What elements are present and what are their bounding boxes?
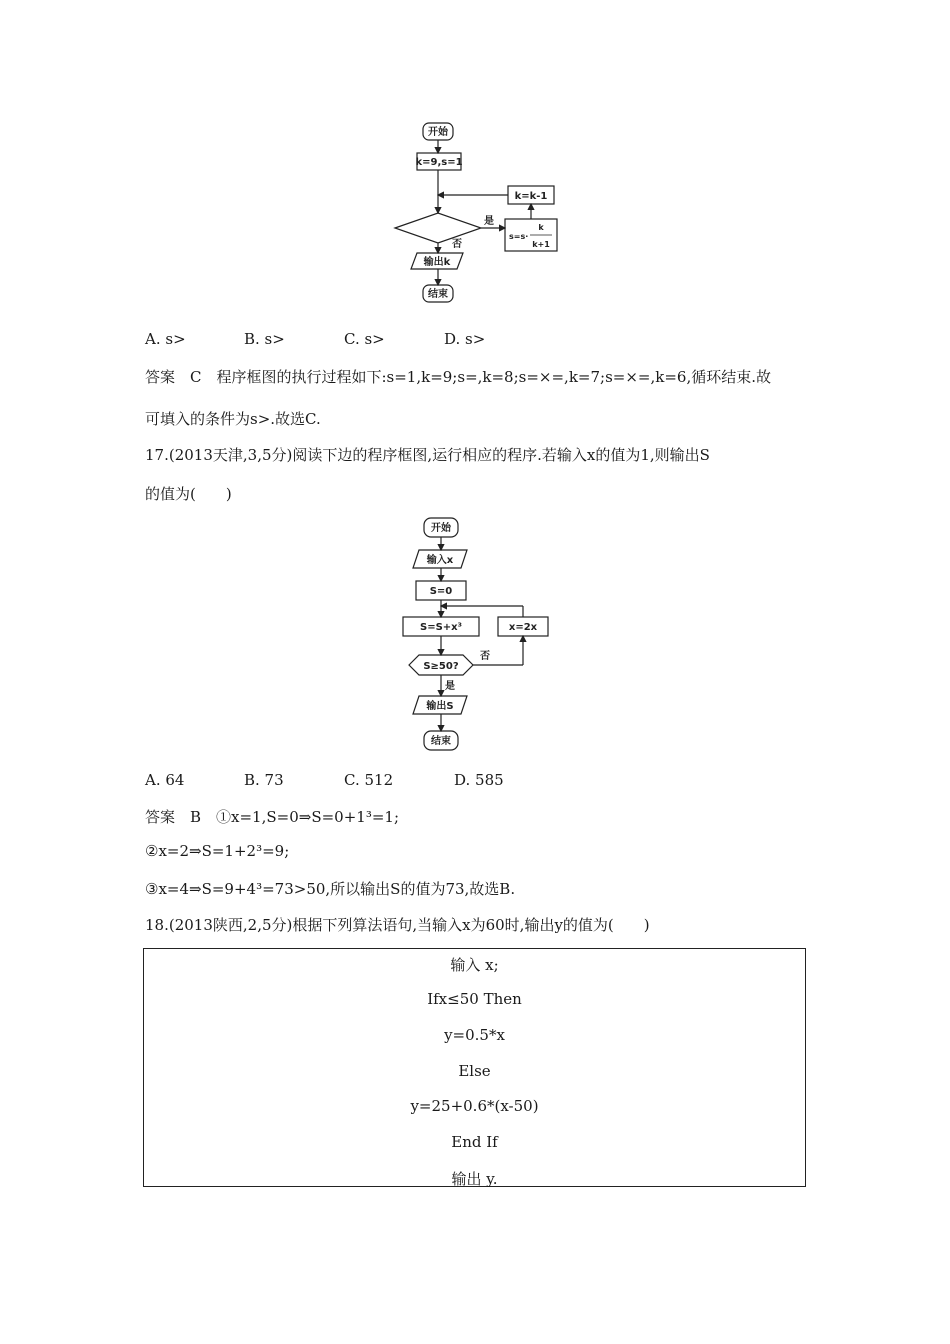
condition-diamond (395, 213, 481, 243)
update-x-label: x=2x (508, 622, 538, 633)
update-s-label: S=S+x³ (420, 622, 462, 633)
flowchart-2 (395, 512, 565, 757)
q16-option-c: C. s> (344, 330, 385, 348)
no-label: 否 (452, 239, 462, 250)
yes-label: 是 (445, 681, 455, 692)
code-line-1: 输入 x; (450, 956, 499, 974)
output-label: 输出S (426, 701, 454, 712)
no-label: 否 (480, 651, 490, 662)
code-box (143, 948, 806, 1187)
q17-question-line2: 的值为( ) (145, 485, 232, 503)
q17-option-a: A. 64 (145, 771, 185, 789)
start-label: 开始 (428, 127, 448, 138)
q18-question: 18.(2013陕西,2,5分)根据下列算法语句,当输入x为60时,输出y的值为( ) (145, 916, 650, 934)
q17-answer-line3: ③x=4⇒S=9+4³=73>50,所以输出S的值为73,故选B. (145, 880, 516, 898)
code-line-6: End If (451, 1133, 498, 1151)
q16-option-a: A. s> (145, 330, 186, 348)
yes-label: 是 (484, 216, 494, 227)
code-line-3: y=0.5*x (444, 1026, 505, 1044)
q16-answer-line2: 可填入的条件为s>.故选C. (145, 410, 321, 428)
q17-option-b: B. 73 (244, 771, 284, 789)
q17-option-d: D. 585 (454, 771, 504, 789)
update-k-label: k=k-1 (514, 191, 548, 202)
frac-den: k+1 (532, 240, 550, 249)
q16-answer-line1: 答案 C 程序框图的执行过程如下:s=1,k=9;s=,k=8;s=×=,k=7;s=×=,k=6,循环结束.故 (145, 368, 771, 386)
start-label: 开始 (431, 523, 451, 534)
q16-option-b: B. s> (244, 330, 285, 348)
input-label: 输入x (426, 555, 454, 566)
frac-num: k (538, 223, 544, 232)
end-label: 结束 (431, 736, 451, 747)
code-line-2: Ifx≤50 Then (427, 990, 522, 1008)
q16-option-d: D. s> (444, 330, 486, 348)
update-s-prefix: s=s· (509, 232, 529, 241)
q17-answer-line2: ②x=2⇒S=1+2³=9; (145, 842, 290, 860)
output-label: 输出k (423, 257, 451, 268)
q17-answer-line1: 答案 B ①x=1,S=0⇒S=0+1³=1; (145, 808, 399, 826)
init-label: S=0 (429, 586, 453, 597)
flowchart-1 (380, 115, 580, 310)
condition-label: S≥50? (423, 661, 459, 672)
init-label: k=9,s=1 (415, 157, 463, 168)
code-line-4: Else (458, 1062, 491, 1080)
q17-question-line1: 17.(2013天津,3,5分)阅读下边的程序框图,运行相应的程序.若输入x的值为1,则输出S (145, 446, 710, 464)
code-line-7: 输出 y. (451, 1170, 498, 1188)
code-line-5: y=25+0.6*(x-50) (410, 1097, 539, 1115)
q17-option-c: C. 512 (344, 771, 394, 789)
end-label: 结束 (428, 289, 448, 300)
